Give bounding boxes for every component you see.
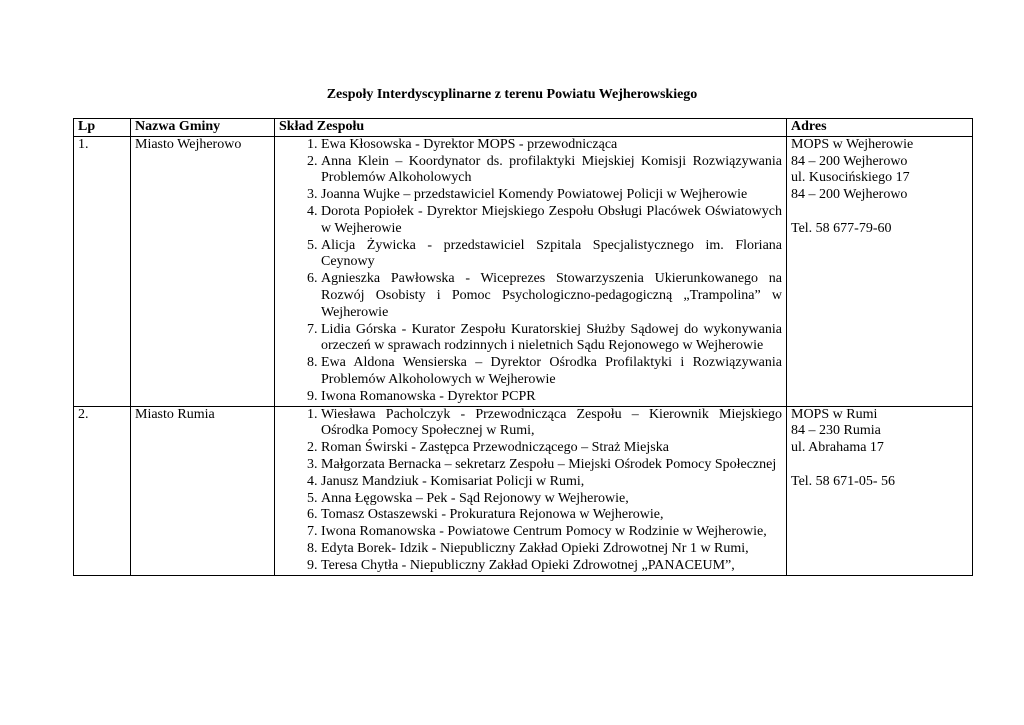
member-item: 2. Roman Świrski - Zastępca Przewodniczącego – Straż Miejska [321,440,782,457]
member-item: 5. Alicja Żywicka - przedstawiciel Szpitala Specjalistycznego im. Floriana Ceynowy [321,238,782,272]
header-lp: Lp [74,119,131,137]
row-lp: 2. [74,406,131,575]
member-item: 8. Edyta Borek- Idzik - Niepubliczny Zakład Opieki Zdrowotnej Nr 1 w Rumi, [321,541,782,558]
row-members-cell [275,406,787,575]
header-sklad: Skład Zespołu [275,119,787,137]
header-gmina: Nazwa Gminy [131,119,275,137]
member-item: 3. Małgorzata Bernacka – sekretarz Zespołu – Miejski Ośrodek Pomocy Społecznej [321,457,782,474]
address-phone: Tel. 58 671-05- 56 [791,473,896,489]
address-line: ul. Kusocińskiego 17 [791,170,910,186]
member-item: 2. Anna Klein – Koordynator ds. profilaktyki Miejskiej Komisji Rozwiązywania Problemów Alkoholowych [321,154,782,188]
member-item: 5. Anna Łęgowska – Pek - Sąd Rejonowy w Wejherowie, [321,491,782,508]
address-line: 84 – 230 Rumia [791,423,881,439]
address-line: 84 – 200 Wejherowo [791,187,908,203]
row-gmina: Miasto Rumia [131,406,275,575]
member-item: 7. Iwona Romanowska - Powiatowe Centrum Pomocy w Rodzinie w Wejherowie, [321,524,782,541]
table-row [74,136,973,406]
address-line: ul. Abrahama 17 [791,440,884,456]
members-list [299,407,782,575]
document-title: Zespoły Interdyscyplinarne z terenu Powiatu Wejherowskiego [326,87,698,102]
address-phone: Tel. 58 677-79-60 [791,220,892,236]
members-list [299,137,782,406]
header-adres: Adres [787,119,973,137]
member-item: 9. Iwona Romanowska - Dyrektor PCPR [321,389,782,406]
row-gmina: Miasto Wejherowo [131,136,275,406]
member-item: 7. Lidia Górska - Kurator Zespołu Kuratorskiej Służby Sądowej do wykonywania orzeczeń w sprawach rodzinnych i nieletnich Sądu Rejonowego w Wejherowie [321,322,782,356]
member-item: 6. Agnieszka Pawłowska - Wiceprezes Stowarzyszenia Ukierunkowanego na Rozwój Osobisty i Pomoc Psychologiczno-pedagogiczną „Trampolina” w Wejherowie [321,271,782,321]
row-members-cell [275,136,787,406]
table-header-row [74,119,973,137]
member-item: 1. Wiesława Pacholczyk - Przewodnicząca Zespołu – Kierownik Miejskiego Ośrodka Pomocy Społecznej w Rumi, [321,407,782,441]
member-item: 4. Janusz Mandziuk - Komisariat Policji w Rumi, [321,474,782,491]
address-line: MOPS w Wejherowie [791,136,914,152]
address-line: MOPS w Rumi [791,406,878,422]
teams-table [73,118,973,576]
row-address [787,406,973,575]
member-item: 1. Ewa Kłosowska - Dyrektor MOPS - przewodnicząca [321,137,782,154]
address-blank [791,204,968,221]
address-line: 84 – 200 Wejherowo [791,153,908,169]
row-lp: 1. [74,136,131,406]
member-item: 8. Ewa Aldona Wensierska – Dyrektor Ośrodka Profilaktyki i Rozwiązywania Problemów Alkoholowych w Wejherowie [321,355,782,389]
member-item: 6. Tomasz Ostaszewski - Prokuratura Rejonowa w Wejherowie, [321,507,782,524]
row-address [787,136,973,406]
member-item: 3. Joanna Wujke – przedstawiciel Komendy Powiatowej Policji w Wejherowie [321,187,782,204]
member-item: 9. Teresa Chytła - Niepubliczny Zakład Opieki Zdrowotnej „PANACEUM”, [321,558,782,575]
table-row [74,406,973,575]
member-item: 4. Dorota Popiołek - Dyrektor Miejskiego Zespołu Obsługi Placówek Oświatowych w Wejherowie [321,204,782,238]
address-blank [791,457,968,474]
